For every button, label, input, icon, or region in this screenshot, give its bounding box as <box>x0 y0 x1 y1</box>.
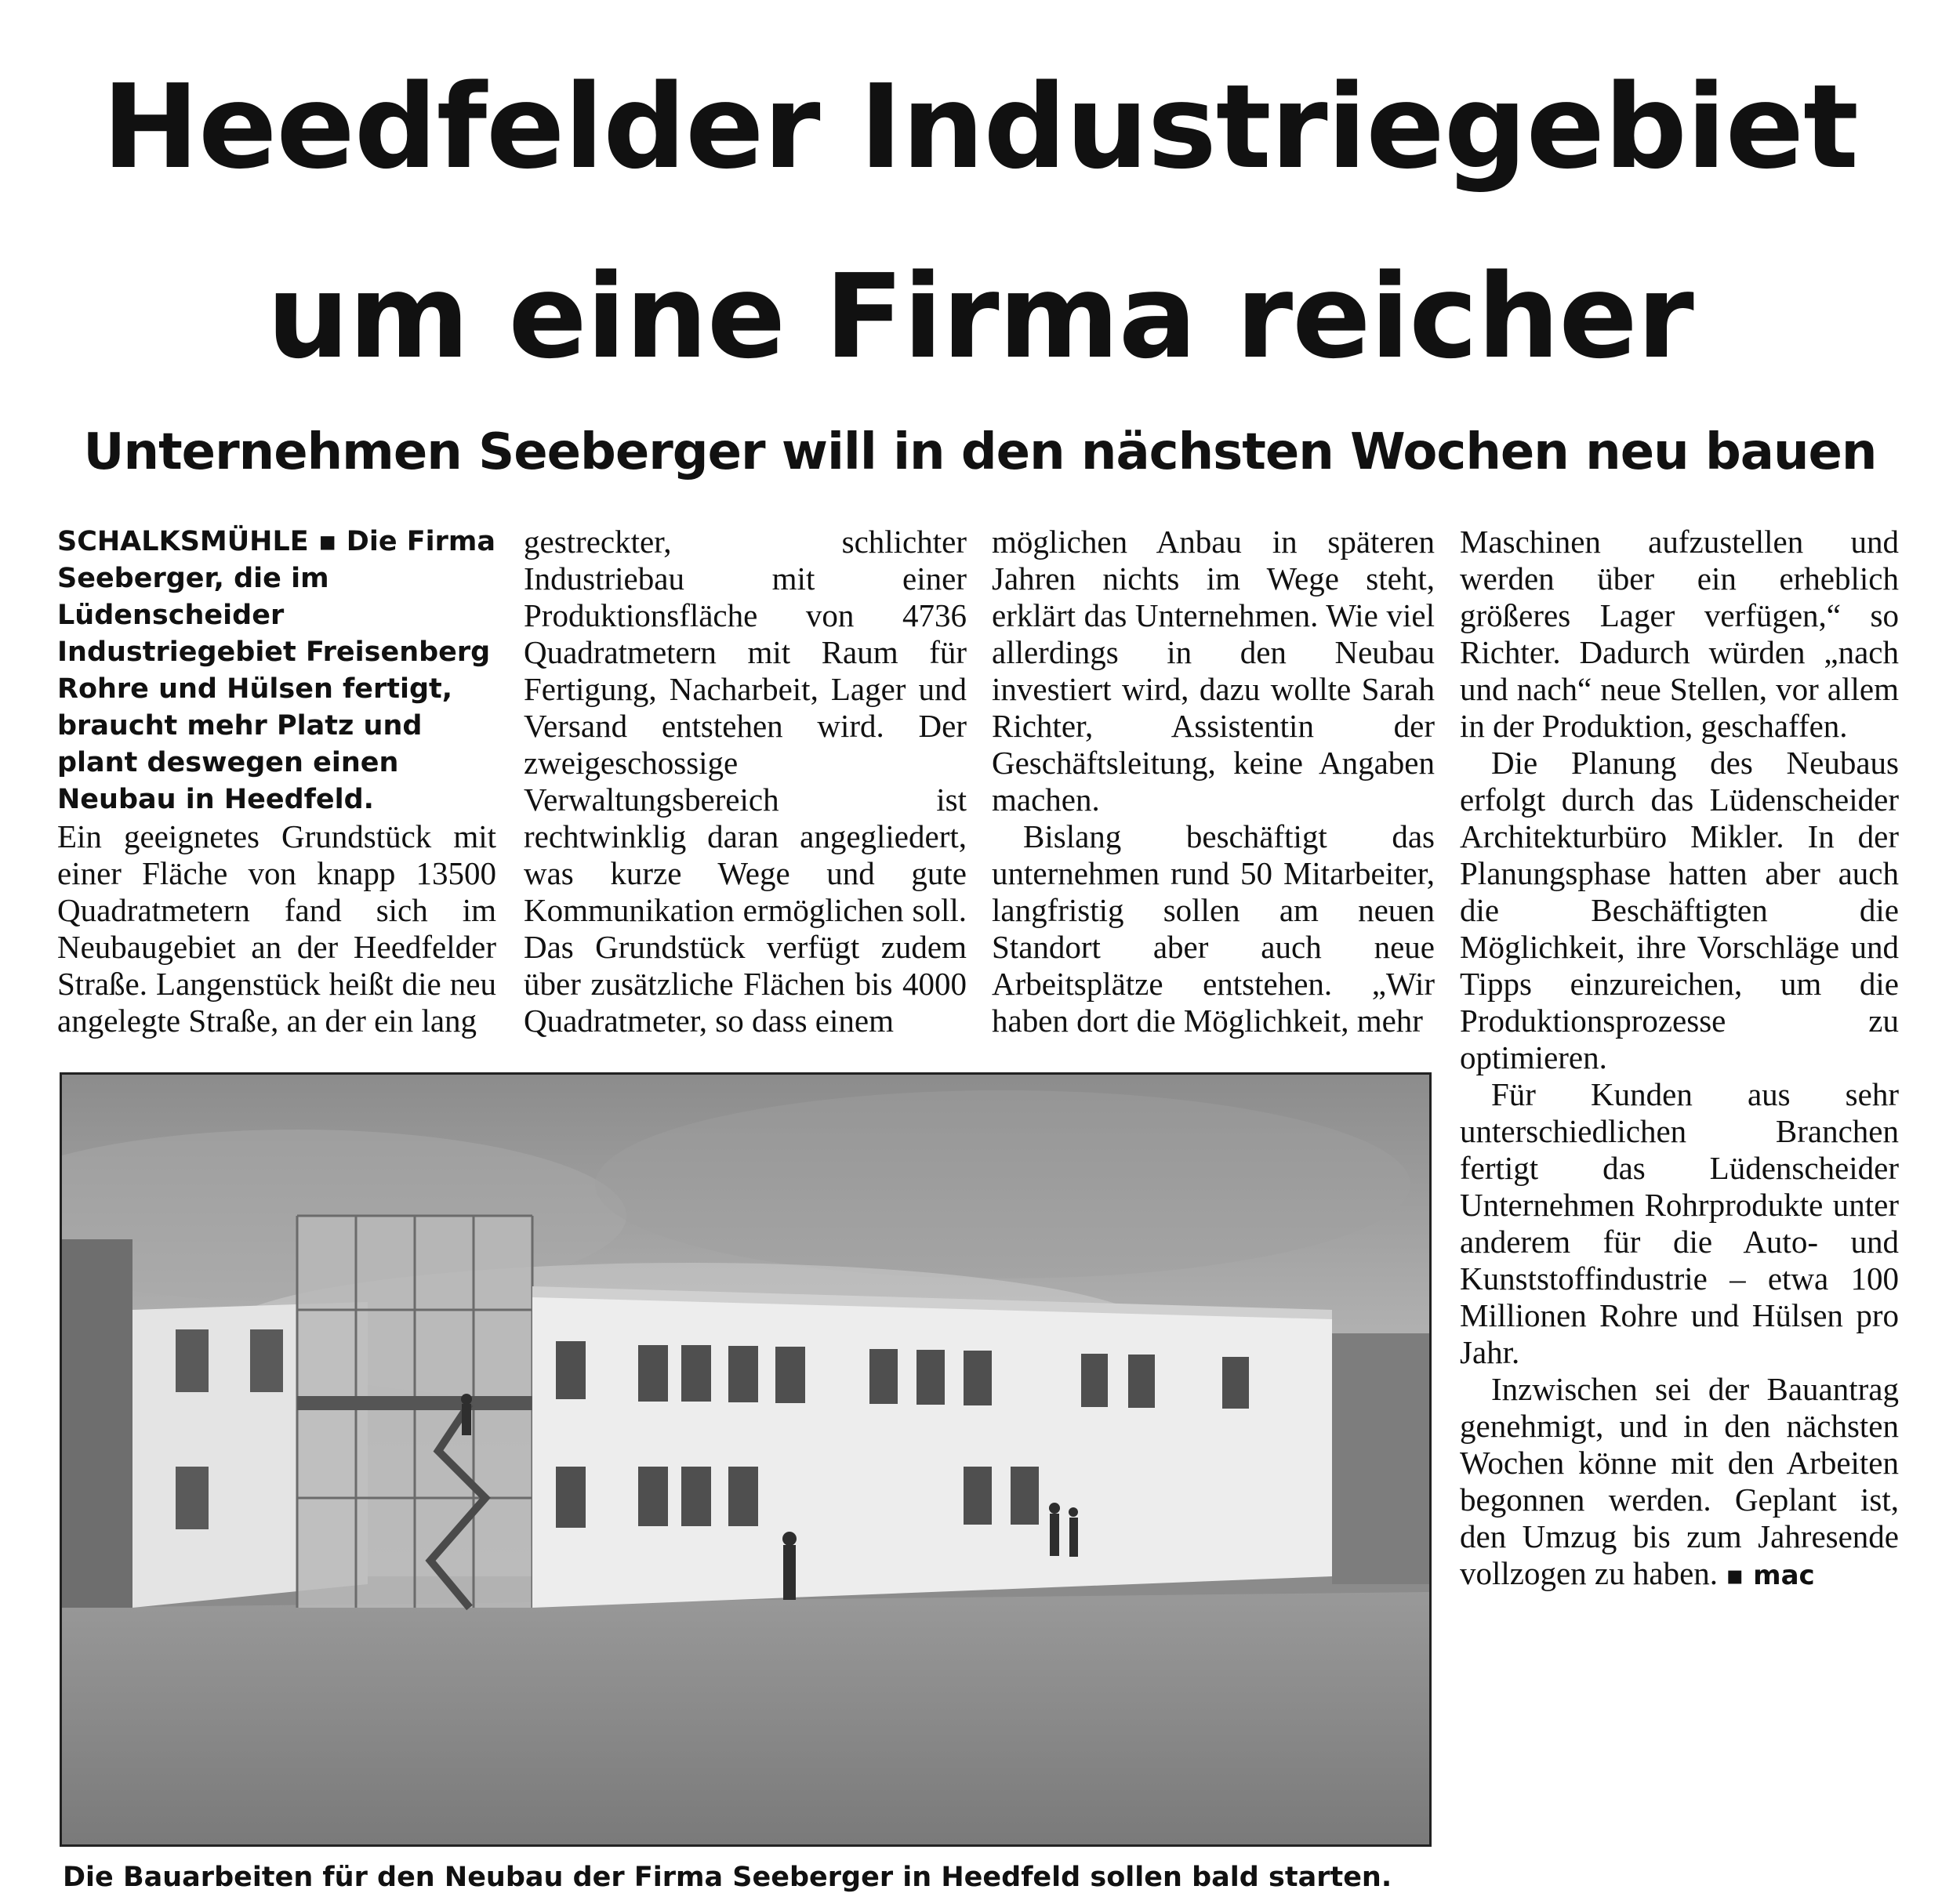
body-paragraph-part: Für Kunden aus sehr unterschiedlichen Branchen fertigt das Lüdenscheider Unternehmen Rohrprodukte unter anderem für die Auto- und Kunststoffindustrie – etwa 100 Millionen Rohre und Hülsen pro Jahr. <box>1460 1076 1899 1370</box>
headline-line-2: um eine Firma reicher <box>267 249 1693 384</box>
body-paragraph-part: Inzwischen sei der Bauantrag genehmigt, und in den nächsten Wochen könne mit den Arbeiten begonnen werden. Geplant ist, den Umzug bis zum Jahresende vollzogen zu haben. ▪ mac <box>1460 1371 1899 1591</box>
headline-line-1: Heedfelder Industriegebiet <box>102 60 1858 194</box>
author-tag <box>1726 1560 1814 1591</box>
dateline-bullet: ▪ <box>318 526 337 557</box>
article-column-3 <box>992 524 1435 1039</box>
article-column-1 <box>57 524 496 1039</box>
body-paragraph-part: gestreckter, schlichter Industriebau mit einer Produktionsfläche von 4736 Quadratmetern mit Raum für Fertigung, Nacharbeit, Lager und Versand entstehen wird. Der zweigeschossige Verwaltungsbereich ist rechtwinklig daran angegliedert, was kurze Wege und gute Kommunikation ermöglichen soll. Das Grundstück verfügt zudem über zusätzliche Flächen bis 4000 Quadratmeter, so dass einem <box>524 524 967 1039</box>
author: mac <box>1753 1560 1815 1591</box>
body-paragraph-part: möglichen Anbau in späteren Jahren nichts im Wege steht, erklärt das Unternehmen. Wie viel allerdings in den Neubau investiert wird, dazu wollte Sarah Richter, Assistentin der Geschäftsleitung, keine Angaben machen. <box>992 524 1435 818</box>
body-paragraph-part: Die Planung des Neubaus erfolgt durch das Lüdenscheider Architekturbüro Mikler. In der Planungsphase hatten aber auch die Beschäftigten die Möglichkeit, ihre Vorschläge und Tipps einzureichen, um die Produktionsprozesse zu optimieren. <box>1460 745 1899 1075</box>
article-column-2 <box>524 524 967 1039</box>
body-flow-1 <box>57 818 496 1039</box>
photo-caption: Die Bauarbeiten für den Neubau der Firma Seeberger in Heedfeld sollen bald starten. <box>63 1862 1392 1893</box>
building-rendering-image <box>62 1075 1429 1844</box>
body-flow-4 <box>1460 524 1899 1594</box>
building-photo <box>60 1072 1432 1847</box>
body-paragraph-part: Ein geeignetes Grundstück mit einer Fläche von knapp 13500 Quadratmetern fand sich im Neubaugebiet an der Heedfelder Straße. Langenstück heißt die neu angelegte Straße, an der ein lang <box>57 818 496 1039</box>
author-bullet: ▪ <box>1726 1560 1744 1591</box>
body-flow-2 <box>524 524 967 1039</box>
dateline: SCHALKSMÜHLE <box>57 526 309 557</box>
subheadline: Unternehmen Seeberger will in den nächsten Wochen neu bauen <box>83 423 1877 481</box>
body-flow-3 <box>992 524 1435 1039</box>
lead-paragraph <box>57 524 496 818</box>
lead-text: Die Firma Seeberger, die im Lüdenscheider Industriegebiet Freisenberg Rohre und Hülsen fertigt, braucht mehr Platz und plant deswegen einen Neubau in Heedfeld. <box>57 526 496 815</box>
body-paragraph-part: Bislang beschäftigt das unternehmen rund 50 Mitarbeiter, langfristig sollen am neuen Standort aber auch neue Arbeitsplätze entstehen. „Wir haben dort die Möglichkeit, mehr <box>992 818 1435 1039</box>
article-column-4 <box>1460 524 1899 1594</box>
body-paragraph-part: Maschinen aufzustellen und werden über ein erheblich größeres Lager verfügen,“ so Richter. Dadurch würden „nach und nach“ neue Stellen, vor allem in der Produktion, geschaffen. <box>1460 524 1899 744</box>
